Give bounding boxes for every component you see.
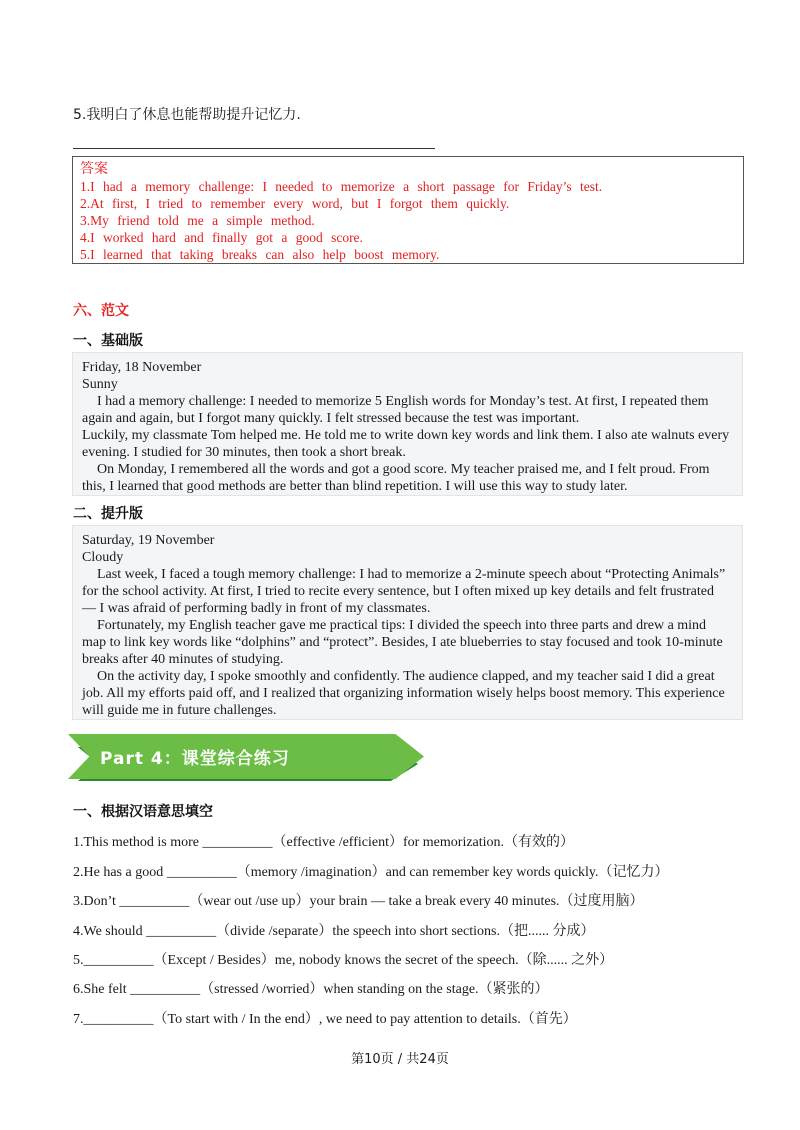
essay-paragraph: On the activity day, I spoke smoothly and confidently. The audience clapped, and my teacher said I did a great job. All my efforts paid off, and I realized that organizing information wisely helps boost memory. This experience will guide me in future challenges. bbox=[82, 669, 725, 718]
exercise-item-4: 4.We should __________（divide /separate）the speech into short sections.（把...... 分成） bbox=[73, 924, 595, 939]
basic-essay-box bbox=[72, 352, 743, 496]
advanced-essay-box bbox=[72, 525, 743, 720]
exercise-item-5: 5.__________（Except / Besides）me, nobody knows the secret of the speech.（除...... 之外） bbox=[73, 953, 614, 968]
question-5-text: 5.我明白了休息也能帮助提升记忆力. bbox=[73, 107, 301, 123]
answer-line-5: 5.I learned that taking breaks can also help boost memory. bbox=[80, 247, 440, 262]
essay-paragraph: Last week, I faced a tough memory challenge: I had to memorize a 2-minute speech about “Protecting Animals” for the school activity. At first, I tried to recite every sentence, but I often mixed up key details and felt frustrated — I was afraid of performing badly in front of my classmates. bbox=[82, 567, 726, 616]
basic-version-heading: 一、基础版 bbox=[73, 333, 143, 349]
essay-paragraph: Fortunately, my English teacher gave me practical tips: I divided the speech into three parts and drew a mind map to link key words like “dolphins” and “protect”. Besides, I ate blueberries to stay focused and took 10-minute breaks after 40 minutes of studying. bbox=[82, 618, 723, 667]
essay-date: Friday, 18 November bbox=[82, 360, 202, 375]
essay-weather: Cloudy bbox=[82, 550, 124, 565]
essay-date: Saturday, 19 November bbox=[82, 533, 215, 548]
answer-line-1: 1.I had a memory challenge: I needed to memorize a short passage for Friday’s test. bbox=[80, 179, 603, 194]
exercise-item-1: 1.This method is more __________（effective /efficient）for memorization.（有效的） bbox=[73, 835, 575, 850]
answer-line-3: 3.My friend told me a simple method. bbox=[80, 213, 315, 228]
page-number-footer: 第10页 / 共24页 bbox=[351, 1052, 449, 1067]
essay-paragraph: Luckily, my classmate Tom helped me. He told me to write down key words and link them. I also ate walnuts every evening. I studied for 30 minutes, then took a short break. bbox=[82, 428, 730, 460]
exercise-item-3: 3.Don’t __________（wear out /use up）your brain — take a break every 40 minutes.（过度用脑） bbox=[73, 894, 644, 909]
essay-paragraph: On Monday, I remembered all the words and got a good score. My teacher praised me, and I felt proud. From this, I learned that good methods are better than blind repetition. I will use this way to study later. bbox=[82, 462, 710, 494]
answer-line-2: 2.At first, I tried to remember every word, but I forgot them quickly. bbox=[80, 196, 510, 211]
answer-line-4: 4.I worked hard and finally got a good score. bbox=[80, 230, 363, 245]
essay-paragraph: I had a memory challenge: I needed to memorize 5 English words for Monday’s test. At first, I repeated them again and again, but I forgot many quickly. I felt stressed because the test was important. bbox=[82, 394, 709, 426]
exercise-item-2: 2.He has a good __________（memory /imagination）and can remember key words quickly.（记忆力） bbox=[73, 865, 669, 880]
answer-underline bbox=[73, 148, 435, 149]
advanced-version-heading: 二、提升版 bbox=[73, 506, 143, 522]
fill-in-heading: 一、根据汉语意思填空 bbox=[73, 804, 213, 820]
section-six-heading: 六、范文 bbox=[73, 303, 129, 319]
part4-banner-title: Part 4：课堂综合练习 bbox=[100, 749, 290, 769]
exercise-item-6: 6.She felt __________（stressed /worried）when standing on the stage.（紧张的） bbox=[73, 982, 549, 997]
essay-weather: Sunny bbox=[82, 377, 118, 392]
exercise-item-7: 7.__________（To start with / In the end）, we need to pay attention to details.（首先） bbox=[73, 1012, 577, 1027]
answer-title: 答案 bbox=[80, 161, 108, 177]
